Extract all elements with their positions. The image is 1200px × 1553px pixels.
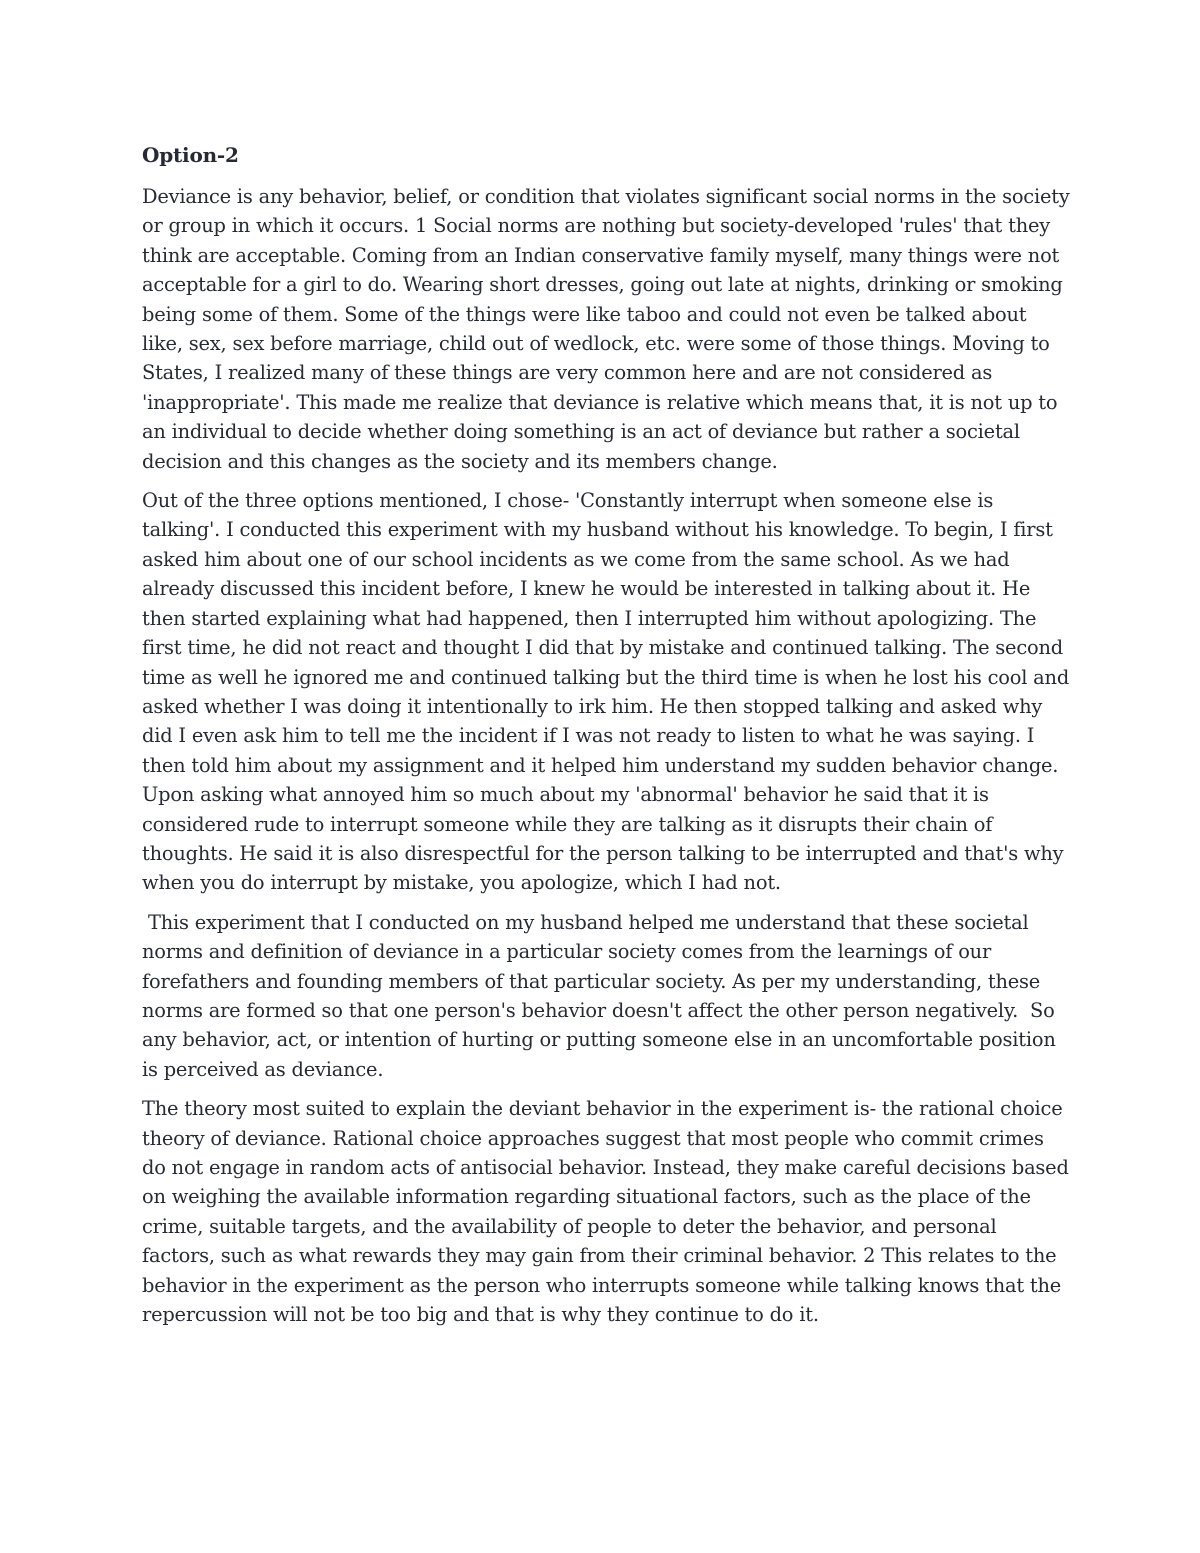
paragraph-deviance-definition: Deviance is any behavior, belief, or condition that violates significant social norms in the society or group in which it occurs. 1 Social norms are nothing but society-developed 'rules' that they think are acceptable. Coming from an Indian conservative family myself, many things were not acceptable for a girl to do. Wearing short dresses, going out late at nights, drinking or smoking being some of them. Some of the things were like taboo and could not even be talked about like, sex, sex before marriage, child out of wedlock, etc. were some of those things. Moving to States, I realized many of these things are very common here and are not considered as 'inappropriate'. This made me realize that deviance is relative which means that, it is not up to an individual to decide whether doing something is an act of deviance but rather a societal decision and this changes as the society and its members change. (142, 185, 1070, 473)
paragraph-theory: The theory most suited to explain the deviant behavior in the experiment is- the rational choice theory of deviance. Rational choice approaches suggest that most people who commit crimes do not engage in random acts of antisocial behavior. Instead, they make careful decisions based on weighing the available information regarding situational factors, such as the place of the crime, suitable targets, and the availability of people to deter the behavior, and personal factors, such as what rewards they may gain from their criminal behavior. 2 This relates to the behavior in the experiment as the person who interrupts someone while talking knows that the repercussion will not be too big and that is why they continue to do it. (142, 1097, 1069, 1327)
paragraph-conclusion: This experiment that I conducted on my husband helped me understand that these societal norms and definition of deviance in a particular society comes from the learnings of our forefathers and founding members of that particular society. As per my understanding, these norms are formed so that one person's behavior doesn't affect the other person negatively. So any behavior, act, or intention of hurting or putting someone else in an uncomfortable position is perceived as deviance. (142, 910, 1062, 1081)
document-title: Option-2 (142, 143, 239, 167)
paragraph-experiment: Out of the three options mentioned, I chose- 'Constantly interrupt when someone else is talking'. I conducted this experiment with my husband without his knowledge. To begin, I first asked him about one of our school incidents as we come from the same school. As we had already discussed this incident before, I knew he would be interested in talking about it. He then started explaining what had happened, then I interrupted him without apologizing. The first time, he did not react and thought I did that by mistake and continued talking. The second time as well he ignored me and continued talking but the third time is when he lost his cool and asked whether I was doing it intentionally to irk him. He then stopped talking and asked why did I even ask him to tell me the incident if I was not ready to listen to what he was saying. I then told him about my assignment and it helped him understand my sudden behavior change. Upon asking what annoyed him so much about my 'abnormal' behavior he said that it is considered rude to interrupt someone while they are talking as it disrupts their chain of thoughts. He said it is also disrespectful for the person talking to be interrupted and that's why when you do interrupt by mistake, you apologize, which I had not. (142, 489, 1070, 895)
document-body (142, 140, 1072, 1339)
